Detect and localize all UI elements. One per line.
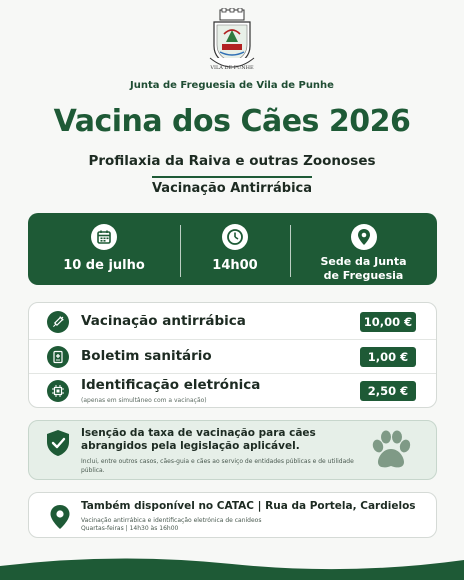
title-divider <box>152 176 312 178</box>
shield-check-icon <box>45 429 71 457</box>
event-location <box>290 213 437 285</box>
page-title: Vacina dos Cães 2026 <box>53 104 411 139</box>
exemption-title: Isenção da taxa de vacinação para cães abrangidos pela legislação aplicável. <box>81 427 316 452</box>
location-pin-icon <box>49 504 71 530</box>
price-item-label: Boletim sanitário <box>81 348 212 364</box>
price-list <box>28 302 437 408</box>
price-item-note: (apenas em simultâneo com a vacinação) <box>81 397 207 404</box>
price-item-label: Identificação eletrónica <box>81 377 261 393</box>
catac-note-line2: Quartas-feiras | 14h30 às 16h00 <box>81 525 179 532</box>
price-item-value: 1,00 € <box>360 347 416 367</box>
organization-name: Junta de Freguesia de Vila de Punhe <box>130 80 334 91</box>
event-location-line1: Sede da Junta <box>320 255 407 268</box>
catac-note <box>81 517 381 533</box>
event-date <box>28 213 180 285</box>
exemption-note: Inclui, entre outros casos, cães-guia e cães ao serviço de entidades públicas e de utilidade pública. <box>81 458 354 474</box>
price-item-label: Vacinação antirrábica <box>81 313 246 329</box>
page-subtitle: Profilaxia da Raiva e outras Zoonoses <box>88 153 376 169</box>
event-location-line2: de Freguesia <box>323 269 404 282</box>
event-location-text <box>320 255 406 283</box>
catac-title: Também disponível no CATAC | Rua da Portela, Cardielos <box>81 500 416 512</box>
parish-crest-logo <box>204 8 260 74</box>
footer-wave-decoration <box>0 552 464 580</box>
location-pin-icon <box>351 224 377 250</box>
paw-icon <box>368 429 414 473</box>
crest-ribbon-text: VILA DE PUNHE <box>210 65 254 71</box>
price-item <box>29 305 436 339</box>
microchip-icon <box>47 380 69 402</box>
price-item-value: 2,50 € <box>360 381 416 401</box>
health-record-icon <box>47 346 69 368</box>
event-time <box>180 213 290 285</box>
event-info-bar <box>28 213 437 285</box>
catac-note-line1: Vacinação antirrábica e identificação eletrónica de canídeos <box>81 517 262 524</box>
price-item <box>29 339 436 373</box>
catac-info <box>28 492 437 538</box>
event-date-text: 10 de julho <box>63 258 145 273</box>
calendar-icon <box>91 224 117 250</box>
clock-icon <box>222 224 248 250</box>
price-item-value: 10,00 € <box>360 312 416 332</box>
syringe-icon <box>47 311 69 333</box>
exemption-notice <box>28 420 437 480</box>
event-time-text: 14h00 <box>212 258 258 273</box>
price-item <box>29 373 436 407</box>
page-subtitle-secondary: Vacinação Antirrábica <box>151 181 313 196</box>
